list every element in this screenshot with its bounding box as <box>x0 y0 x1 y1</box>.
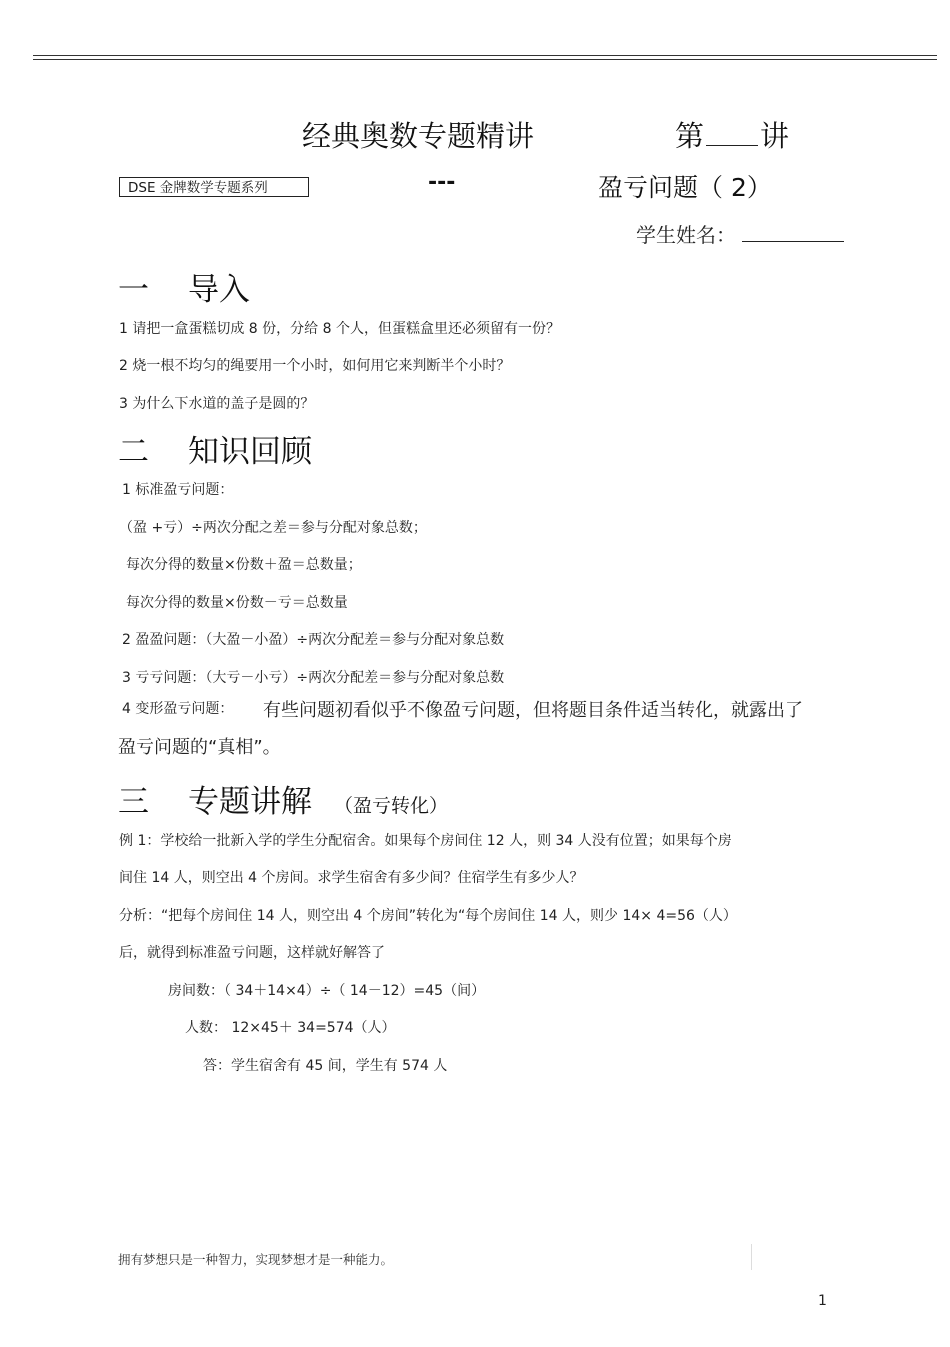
intro-item: 1 请把一盒蛋糕切成 8 份，分给 8 个人，但蛋糕盒里还必须留有一份？ <box>119 321 560 337</box>
section-number: 一 <box>118 272 149 308</box>
section-title: 专题讲解 <box>188 784 312 820</box>
review-item: 1 标准盈亏问题： <box>122 482 234 498</box>
header-rule-top <box>33 55 937 56</box>
lecture-suffix: 讲 <box>760 119 790 153</box>
student-name-field <box>636 219 844 248</box>
title-dash: --- <box>428 170 456 195</box>
subtitle: 盈亏问题（ 2） <box>598 173 772 202</box>
section-number: 二 <box>118 434 149 470</box>
student-name-blank <box>742 221 844 242</box>
page-number: 1 <box>818 1293 827 1309</box>
section-heading-review <box>118 426 312 471</box>
section-heading-lecture <box>118 776 448 821</box>
analysis-text: 分析：“把每个房间住 14 人，则空出 4 个房间”转化为“每个房间住 14 人，则少 14× 4=56（人） <box>119 908 737 924</box>
review-formula: （盈 +亏）÷两次分配之差＝参与分配对象总数； <box>119 520 427 536</box>
calculation: 房间数：（ 34＋14×4）÷（ 14－12）=45（间） <box>168 983 486 999</box>
lecture-prefix: 第 <box>675 119 705 153</box>
intro-item: 2 烧一根不均匀的绳要用一个小时，如何用它来判断半个小时？ <box>119 358 511 374</box>
review-formula: 每次分得的数量×份数＋盈＝总数量； <box>126 557 362 573</box>
section-note: （盈亏转化） <box>334 795 449 817</box>
footer-divider <box>751 1244 752 1270</box>
section-heading-intro <box>118 264 250 309</box>
review-item-label: 4 变形盈亏问题： <box>122 701 234 717</box>
example-text: 例 1：学校给一批新入学的学生分配宿舍。如果每个房间住 12 人，则 34 人没有位置；如果每个房 <box>119 833 732 849</box>
review-item-text: 盈亏问题的“真相”。 <box>118 737 281 758</box>
review-formula: 每次分得的数量×份数－亏＝总数量 <box>126 595 348 611</box>
analysis-text: 后，就得到标准盈亏问题，这样就好解答了 <box>119 945 385 961</box>
review-item: 2 盈盈问题：（大盈－小盈）÷两次分配差＝参与分配对象总数 <box>122 632 505 648</box>
section-number: 三 <box>118 784 149 820</box>
section-title: 导入 <box>188 272 250 308</box>
lecture-number <box>675 114 789 155</box>
example-text: 间住 14 人，则空出 4 个房间。求学生宿舍有多少间？住宿学生有多少人？ <box>119 870 584 886</box>
header-rule-bottom <box>33 59 937 60</box>
footer-quote: 拥有梦想只是一种智力，实现梦想才是一种能力。 <box>118 1252 394 1267</box>
intro-item: 3 为什么下水道的盖子是圆的？ <box>119 396 315 412</box>
calculation: 人数： 12×45＋ 34=574（人） <box>185 1020 396 1036</box>
page-title: 经典奥数专题精讲 <box>302 119 535 153</box>
lecture-number-blank <box>706 123 758 146</box>
review-item: 3 亏亏问题：（大亏－小亏）÷两次分配差＝参与分配对象总数 <box>122 670 505 686</box>
answer: 答：学生宿舍有 45 间，学生有 574 人 <box>203 1058 448 1074</box>
review-item-text: 有些问题初看似乎不像盈亏问题，但将题目条件适当转化，就露出了 <box>263 700 803 721</box>
student-name-label: 学生姓名： <box>636 223 736 247</box>
section-title: 知识回顾 <box>188 434 312 470</box>
series-box: DSE 金牌数学专题系列 <box>119 177 309 197</box>
